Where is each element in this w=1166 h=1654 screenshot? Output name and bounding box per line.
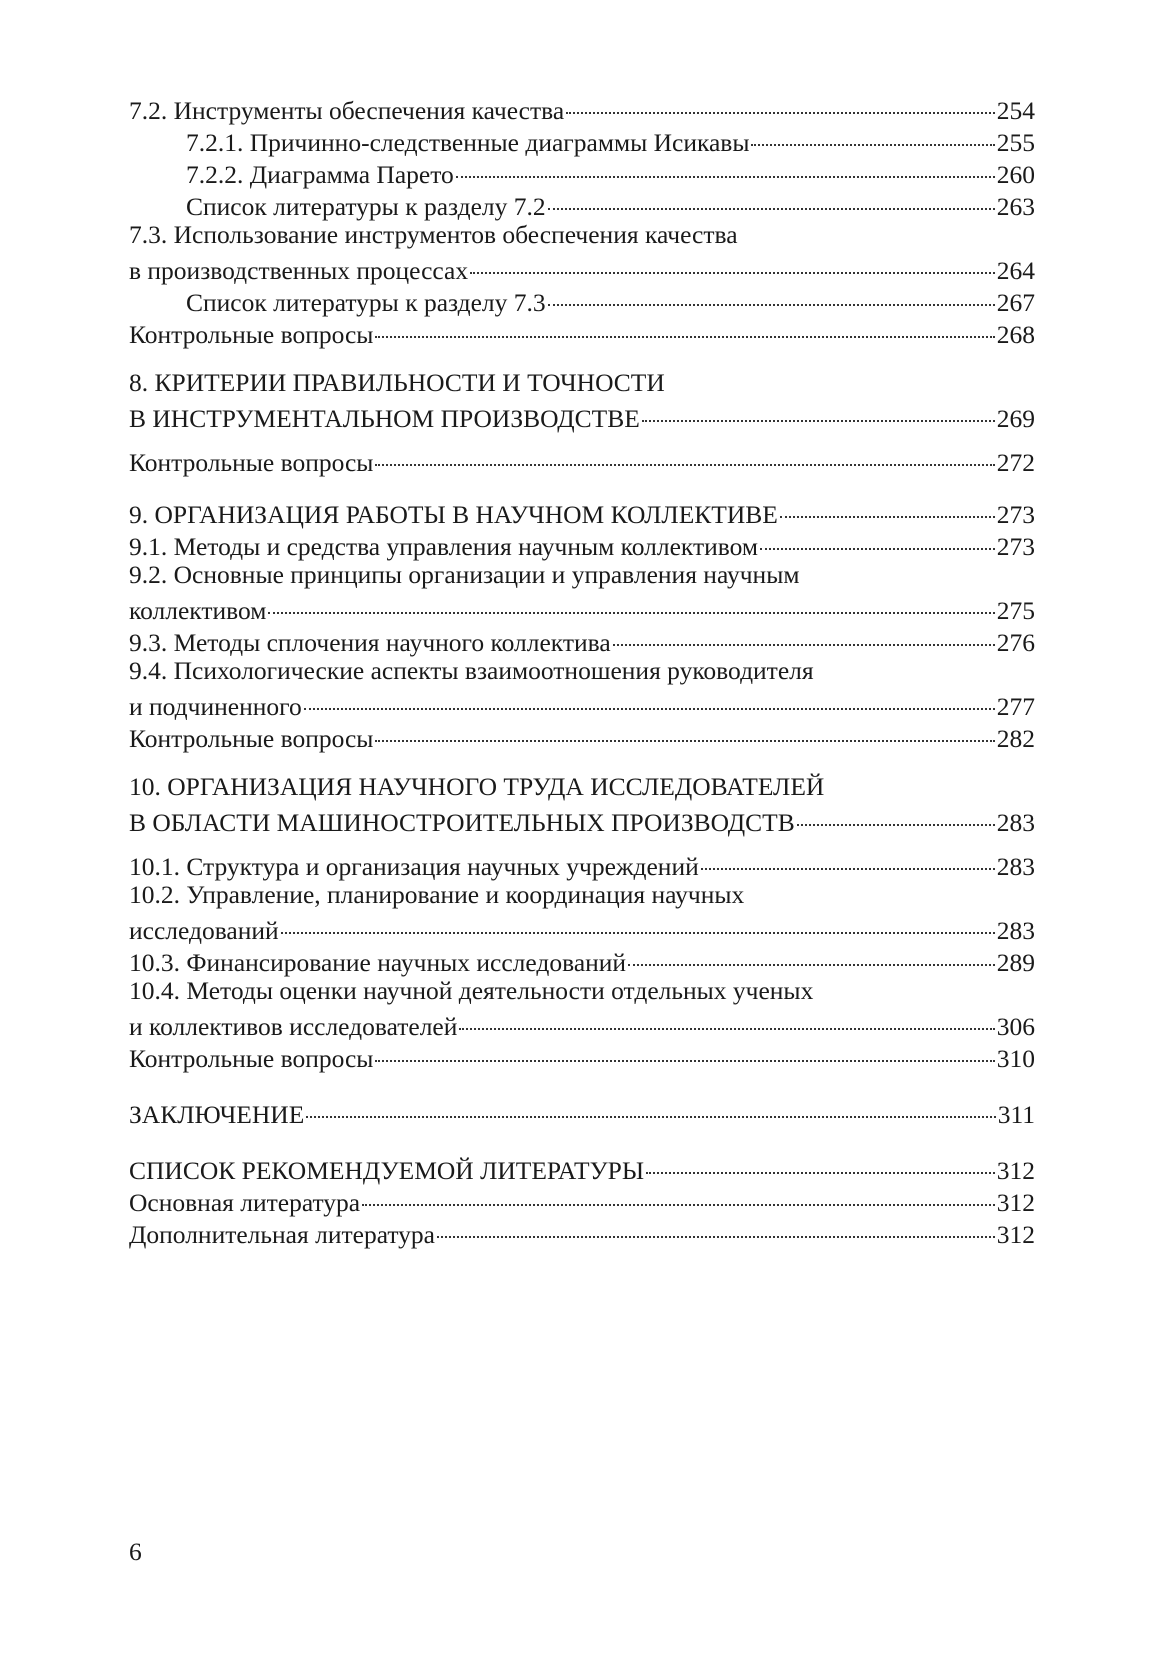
toc-entry[interactable]: 8. КРИТЕРИИ ПРАВИЛЬНОСТИ И ТОЧНОСТИ — [129, 368, 665, 397]
toc-entry[interactable]: Дополнительная литература 312 — [129, 1215, 1035, 1247]
toc-entry[interactable]: 10.3. Финансирование научных исследований 289 — [129, 943, 1035, 975]
leader-dots — [268, 586, 994, 614]
toc-entry[interactable]: коллективом 275 — [129, 591, 1035, 623]
table-of-contents — [129, 91, 1035, 1247]
toc-entry[interactable]: Список литературы к разделу 7.2 263 — [129, 187, 1035, 219]
toc-entry[interactable]: Список литературы к разделу 7.3 267 — [129, 283, 1035, 315]
toc-entry[interactable]: В ИНСТРУМЕНТАЛЬНОМ ПРОИЗВОДСТВЕ 269 — [129, 399, 1035, 431]
toc-entry[interactable]: 7.2.2. Диаграмма Парето 260 — [129, 155, 1035, 187]
toc-entry[interactable]: Основная литература 312 — [129, 1183, 1035, 1215]
leader-dots — [613, 618, 995, 646]
leader-dots — [548, 182, 995, 210]
toc-entry[interactable]: 10.1. Структура и организация научных учреждений 283 — [129, 847, 1035, 879]
toc-entry[interactable]: 7.2. Инструменты обеспечения качества 254 — [129, 91, 1035, 123]
toc-entry[interactable]: 10. ОРГАНИЗАЦИЯ НАУЧНОГО ТРУДА ИССЛЕДОВАТЕЛЕЙ — [129, 772, 825, 801]
toc-entry[interactable]: 7.3. Использование инструментов обеспечения качества — [129, 220, 738, 249]
toc-entry[interactable]: 9.4. Психологические аспекты взаимоотношения руководителя — [129, 656, 814, 685]
leader-dots — [304, 682, 995, 710]
leader-dots — [281, 906, 995, 934]
toc-entry[interactable]: 9. ОРГАНИЗАЦИЯ РАБОТЫ В НАУЧНОМ КОЛЛЕКТИВЕ 273 — [129, 495, 1035, 527]
toc-entry[interactable]: СПИСОК РЕКОМЕНДУЕМОЙ ЛИТЕРАТУРЫ 312 — [129, 1151, 1035, 1183]
leader-dots — [780, 490, 995, 518]
toc-entry[interactable]: и коллективов исследователей 306 — [129, 1007, 1035, 1039]
leader-dots — [548, 278, 995, 306]
leader-dots — [751, 118, 994, 146]
toc-entry[interactable]: 9.1. Методы и средства управления научным коллективом 273 — [129, 527, 1035, 559]
toc-entry[interactable]: 10.4. Методы оценки научной деятельности отдельных ученых — [129, 976, 814, 1005]
toc-entry[interactable]: Контрольные вопросы 310 — [129, 1039, 1035, 1071]
leader-dots — [375, 1034, 994, 1062]
leader-dots — [646, 1146, 995, 1174]
toc-entry[interactable]: в производственных процессах 264 — [129, 251, 1035, 283]
toc-entry[interactable]: В ОБЛАСТИ МАШИНОСТРОИТЕЛЬНЫХ ПРОИЗВОДСТВ 283 — [129, 803, 1035, 835]
leader-dots — [566, 86, 995, 114]
page-number: 6 — [129, 1537, 142, 1566]
leader-dots — [362, 1178, 995, 1206]
toc-entry[interactable]: и подчиненного 277 — [129, 687, 1035, 719]
toc-entry[interactable]: 7.2.1. Причинно-следственные диаграммы Исикавы 255 — [129, 123, 1035, 155]
leader-dots — [459, 1002, 994, 1030]
leader-dots — [375, 714, 994, 742]
leader-dots — [642, 394, 995, 422]
leader-dots — [375, 310, 994, 338]
toc-entry[interactable]: 9.3. Методы сплочения научного коллектива 276 — [129, 623, 1035, 655]
leader-dots — [470, 246, 995, 274]
leader-dots — [375, 438, 994, 466]
leader-dots — [760, 522, 995, 550]
leader-dots — [701, 842, 995, 870]
leader-dots — [437, 1210, 995, 1238]
toc-entry[interactable]: Контрольные вопросы 272 — [129, 443, 1035, 475]
toc-entry[interactable]: 9.2. Основные принципы организации и управления научным — [129, 560, 800, 589]
toc-entry[interactable]: исследований 283 — [129, 911, 1035, 943]
leader-dots — [306, 1090, 995, 1118]
leader-dots — [797, 798, 995, 826]
toc-entry[interactable]: 10.2. Управление, планирование и координация научных — [129, 880, 745, 909]
toc-entry[interactable]: Контрольные вопросы 268 — [129, 315, 1035, 347]
toc-entry[interactable]: ЗАКЛЮЧЕНИЕ 311 — [129, 1095, 1035, 1127]
leader-dots — [456, 150, 995, 178]
leader-dots — [628, 938, 995, 966]
toc-entry[interactable]: Контрольные вопросы 282 — [129, 719, 1035, 751]
